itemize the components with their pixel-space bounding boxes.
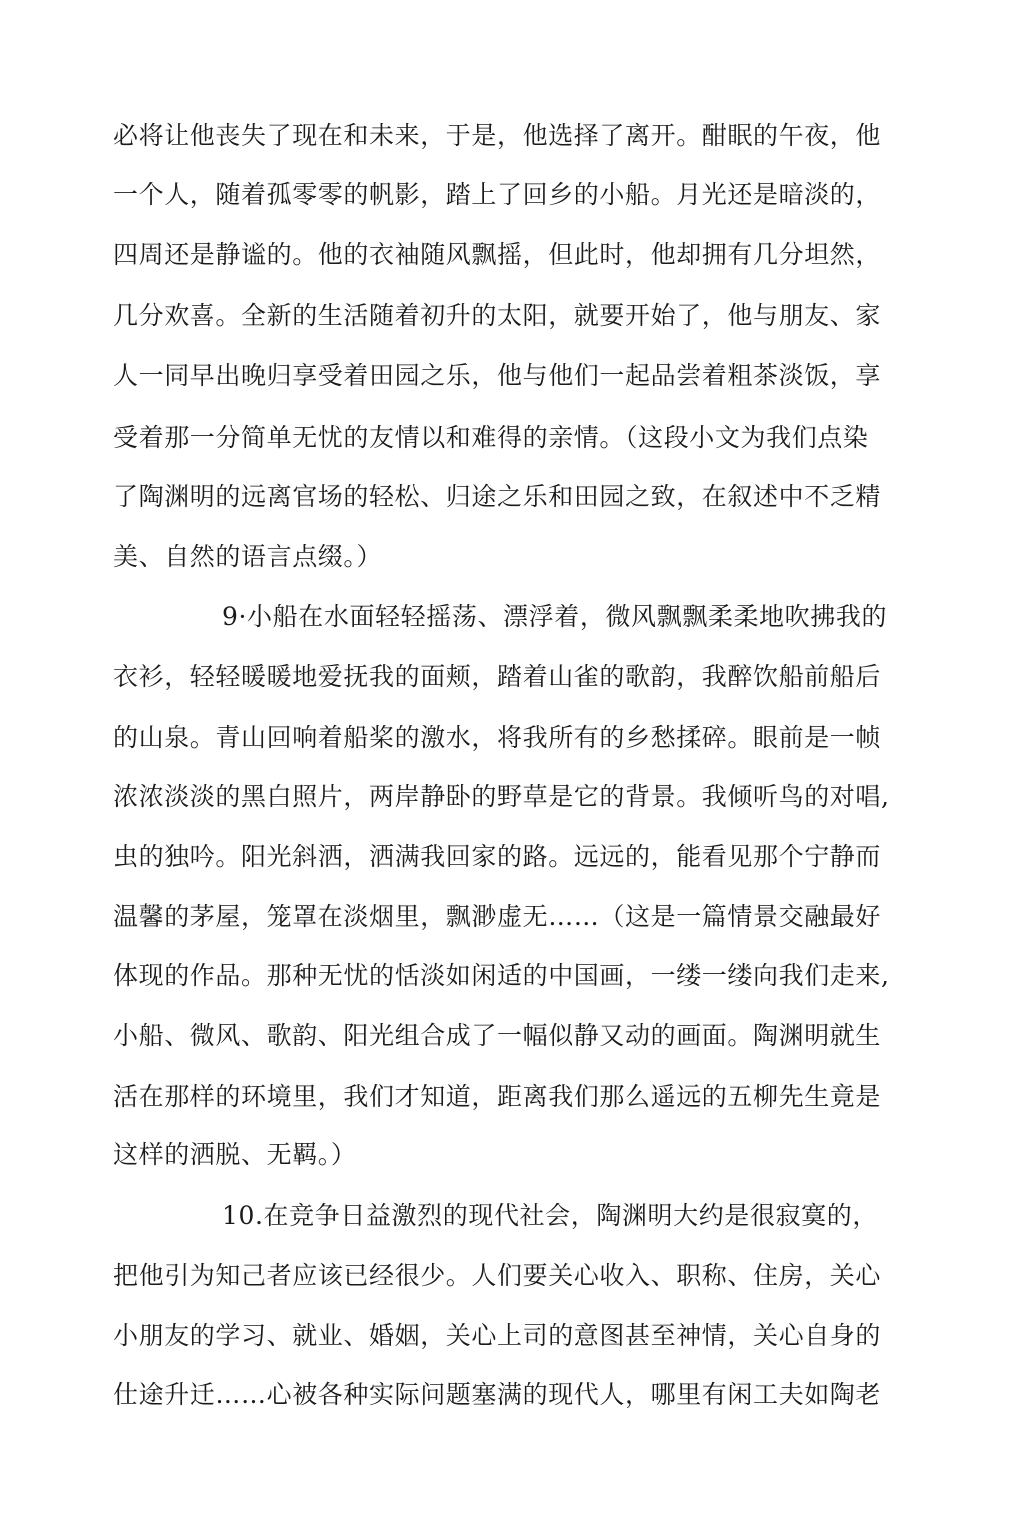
- text-line: 衣衫，轻轻暖暖地爱抚我的面颊，踏着山雀的歌韵，我醉饮船前船后: [113, 662, 882, 691]
- text-line: 这样的洒脱、无羁。）: [113, 1140, 357, 1169]
- text-line: 小朋友的学习、就业、婚姻，关心上司的意图甚至神情，关心自身的: [113, 1321, 882, 1350]
- paragraph-start-line: 9·小船在水面轻轻摇荡、漂浮着，微风飘飘柔柔地吹拂我的: [222, 602, 888, 631]
- text-line: 温馨的茅屋，笼罩在淡烟里，飘渺虚无……（这是一篇情景交融最好: [113, 902, 882, 931]
- text-line: 一个人，随着孤零零的帆影，踏上了回乡的小船。月光还是暗淡的，: [113, 180, 882, 209]
- text-line: 的山泉。青山回响着船桨的激水，将我所有的乡愁揉碎。眼前是一帧: [113, 723, 882, 752]
- text-line: 了陶渊明的远离官场的轻松、归途之乐和田园之致，在叙述中不乏精: [113, 482, 882, 511]
- text-line: 受着那一分简单无忧的友情以和难得的亲情。（这段小文为我们点染: [113, 423, 869, 452]
- text-line: 活在那样的环境里，我们才知道，距离我们那么遥远的五柳先生竟是: [113, 1082, 882, 1111]
- text-line: 虫的独吟。阳光斜洒，洒满我回家的路。远远的，能看见那个宁静而: [113, 842, 882, 871]
- text-line: 仕途升迁……心被各种实际问题塞满的现代人，哪里有闲工夫如陶老: [113, 1380, 882, 1409]
- text-line: 美、自然的语言点缀。）: [113, 542, 383, 571]
- text-line: 四周还是静谧的。他的衣袖随风飘摇，但此时，他却拥有几分坦然，: [113, 240, 882, 269]
- text-line: 几分欢喜。全新的生活随着初升的太阳，就要开始了，他与朋友、家: [113, 301, 882, 330]
- text-line: 体现的作品。那种无忧的恬淡如闲适的中国画，一缕一缕向我们走来,: [113, 961, 890, 990]
- text-line: 浓浓淡淡的黑白照片，两岸静卧的野草是它的背景。我倾听鸟的对唱,: [113, 782, 890, 811]
- text-line: 人一同早出晚归享受着田园之乐，他与他们一起品尝着粗茶淡饭，享: [113, 361, 882, 390]
- paragraph-start-line: 10.在竞争日益激烈的现代社会，陶渊明大约是很寂寞的，: [222, 1201, 878, 1230]
- text-line: 必将让他丧失了现在和未来，于是，他选择了离开。酣眠的午夜，他: [113, 121, 882, 150]
- text-line: 把他引为知己者应该已经很少。人们要关心收入、职称、住房，关心: [113, 1261, 882, 1290]
- text-line: 小船、微风、歌韵、阳光组合成了一幅似静又动的画面。陶渊明就生: [113, 1021, 882, 1050]
